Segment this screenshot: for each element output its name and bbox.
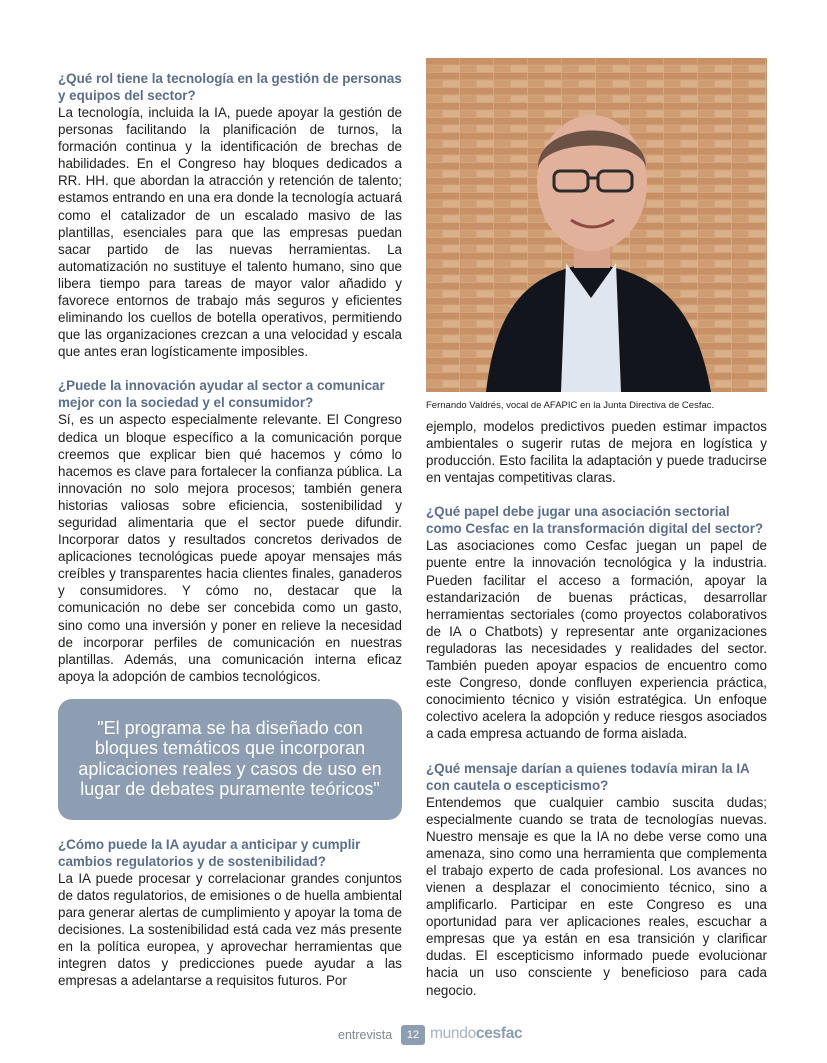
logo-part-2: cesfac (475, 1025, 523, 1042)
answer-3-continued: ejemplo, modelos predictivos pueden estimar impactos ambientales o sugerir rutas de mejora en logística y producción. Esto facilita la adaptación y puede traducirse en ventajas competitivas claras. (426, 419, 767, 486)
answer-3: La IA puede procesar y correlacionar grandes conjuntos de datos regulatorios, de emisiones o de huella ambiental para generar alertas de cumplimiento y apoyar la toma de decisiones. La sostenibilidad está cada vez más presente en la política europea, y aprovechar herramientas que integren datos y predicciones puede ayudar a las empresas a adelantarse a requisitos futuros. Por (58, 870, 402, 989)
answer-4: Las asociaciones como Cesfac juegan un papel de puente entre la innovación tecnológica y la industria. Pueden facilitar el acceso a formación, apoyar la estandarización de buenas prácticas, desarrollar herramientas sectoriales (como proyectos colaborativos de IA o Chatbots) y representar ante organizaciones reguladoras las necesidades y realidades del sector. También pueden apoyar espacios de encuentro como este Congreso, donde confluyen experiencia práctica, conocimiento técnico y visión estratégica. Un enfoque colectivo acelera la adopción y reduce riesgos asociados a cada empresa actuando de forma aislada. (426, 538, 767, 742)
publication-logo (430, 1025, 522, 1043)
question-3: ¿Cómo puede la IA ayudar a anticipar y cumplir cambios regulatorios y de sostenibilidad? (58, 836, 361, 869)
portrait-photo (426, 58, 767, 392)
photo-caption: Fernando Valdrés, vocal de AFAPIC en la Junta Directiva de Cesfac. (426, 400, 715, 411)
question-1: ¿Qué rol tiene la tecnología en la gestión de personas y equipos del sector? (58, 71, 402, 103)
footer-section-label: entrevista (338, 1028, 393, 1042)
logo-part-1: mundo (430, 1025, 476, 1042)
question-4: ¿Qué papel debe jugar una asociación sectorial como Cesfac en la transformación digital del sector? (426, 504, 764, 537)
pull-quote: "El programa se ha diseñado con bloques temáticos que incorporan aplicaciones reales y casos de uso en lugar de debates puramente teóricos" (58, 699, 402, 820)
answer-2: Sí, es un aspecto especialmente relevante. El Congreso dedica un bloque específico a la comunicación porque creemos que explicar bien qué hacemos y cómo lo hacemos es clave para fortalecer la confianza pública. La innovación no solo mejora procesos; también genera historias valiosas sobre eficiencia, sostenibilidad y seguridad alimentaria que el sector puede difundir. Incorporar datos y resultados concretos derivados de aplicaciones tecnológicas puede apoyar mensajes más creíbles y transparentes hacia clientes finales, ganaderos y consumidores. Y cómo no, destacar que la comunicación no debe ser concebida como un gasto, sino como una inversión y poner en relieve la necesidad de incorporar perfiles de comunicación en nuestras plantillas. Además, una comunicación interna eficaz apoya la adopción de cambios tecnológicos. (58, 412, 402, 684)
question-5: ¿Qué mensaje darían a quienes todavía miran la IA con cautela o escepticismo? (426, 760, 750, 793)
page-number: 12 (401, 1025, 425, 1045)
left-column (58, 70, 402, 990)
portrait-image (426, 58, 767, 392)
question-2: ¿Puede la innovación ayudar al sector a comunicar mejor con la sociedad y el consumidor? (58, 378, 385, 411)
answer-5: Entendemos que cualquier cambio suscita dudas; especialmente cuando se trata de tecnologías nuevas. Nuestro mensaje es que la IA no debe verse como una amenaza, sino como una herramienta que complementa el trabajo experto de cada profesional. Los avances no vienen a desplazar el conocimiento técnico, sino a amplificarlo. Participar en este Congreso es una oportunidad para ver aplicaciones reales, escuchar a empresas que ya están en esa transición y clarificar dudas. El escepticismo informado puede evolucionar hacia un uso consciente y beneficioso para cada negocio. (426, 794, 767, 998)
right-column (426, 418, 767, 999)
photo-block (426, 58, 767, 412)
answer-1: La tecnología, incluida la IA, puede apoyar la gestión de personas facilitando la planificación de turnos, la formación continua y la identificación de brechas de habilidades. En el Congreso hay bloques dedicados a RR. HH. que abordan la atracción y retención de talento; estamos entrando en una era donde la tecnología actuará como el catalizador de un escalado masivo de las plantillas, esenciales para que las empresas puedan sacar partido de las nuevas herramientas. La automatización no sustituye el talento humano, sino que libera tiempo para tareas de mayor valor añadido y favorece entornos de trabajo más seguros y eficientes eliminando los cuellos de botella operativos, permitiendo que las organizaciones crezcan a una velocidad y escala que antes eran logísticamente imposibles. (58, 105, 402, 360)
